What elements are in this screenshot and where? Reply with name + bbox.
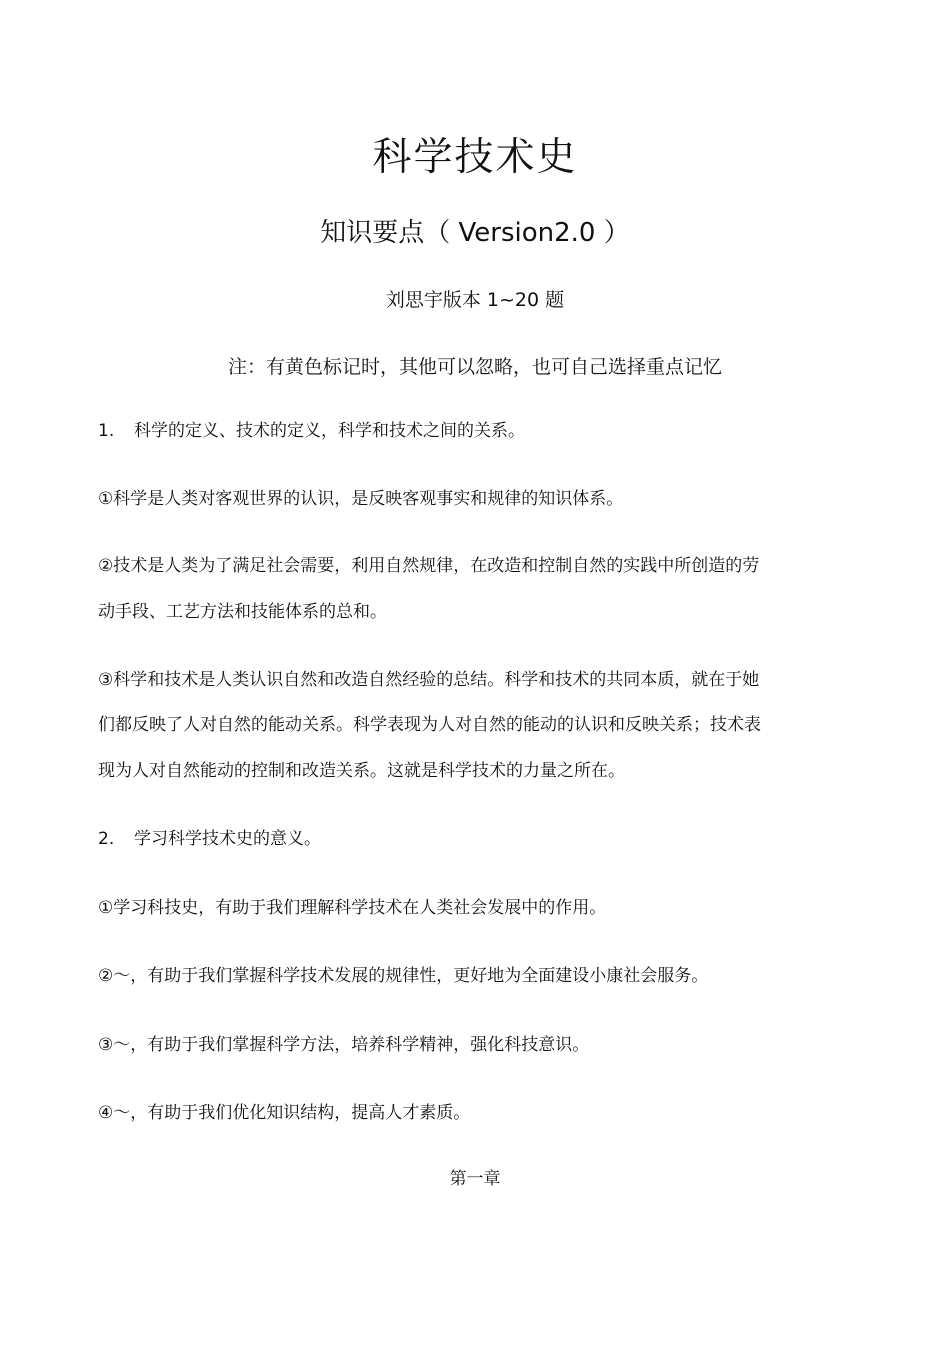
document-subtitle: 知识要点（ Version2.0 ）: [320, 218, 630, 248]
answer-line: 们都反映了人对自然的能动关系。科学表现为人对自然的能动的认识和反映关系；技术表: [98, 715, 761, 735]
answer-line: ①学习科技史，有助于我们理解科学技术在人类社会发展中的作用。: [98, 898, 607, 918]
question-title: 科学的定义、技术的定义，科学和技术之间的关系。: [134, 421, 525, 441]
question-heading: [98, 831, 321, 848]
document-title: 科学技术史: [372, 135, 578, 180]
question-number: 2.: [98, 829, 115, 849]
version-line: 刘思宇版本 1~20 题: [385, 289, 565, 311]
question-heading: [98, 423, 525, 440]
answer-line: ③～，有助于我们掌握科学方法，培养科学精神，强化科技意识。: [98, 1035, 590, 1055]
question-title: 学习科学技术史的意义。: [134, 829, 321, 849]
answer-line: 现为人对自然能动的控制和改造关系。这就是科学技术的力量之所在。: [98, 761, 625, 781]
chapter-heading: 第一章: [449, 1169, 501, 1189]
note-text: 注：有黄色标记时，其他可以忽略，也可自己选择重点记忆: [227, 356, 722, 378]
answer-line: 动手段、工艺方法和技能体系的总和。: [98, 602, 387, 622]
question-number: 1.: [98, 421, 115, 441]
answer-line: ②技术是人类为了满足社会需要，利用自然规律，在改造和控制自然的实践中所创造的劳: [98, 556, 760, 576]
answer-line: ①科学是人类对客观世界的认识，是反映客观事实和规律的知识体系。: [98, 489, 624, 509]
answer-line: ④～，有助于我们优化知识结构，提高人才素质。: [98, 1103, 471, 1123]
answer-line: ③科学和技术是人类认识自然和改造自然经验的总结。科学和技术的共同本质，就在于她: [98, 670, 760, 690]
answer-line: ②～，有助于我们掌握科学技术发展的规律性，更好地为全面建设小康社会服务。: [98, 966, 709, 986]
